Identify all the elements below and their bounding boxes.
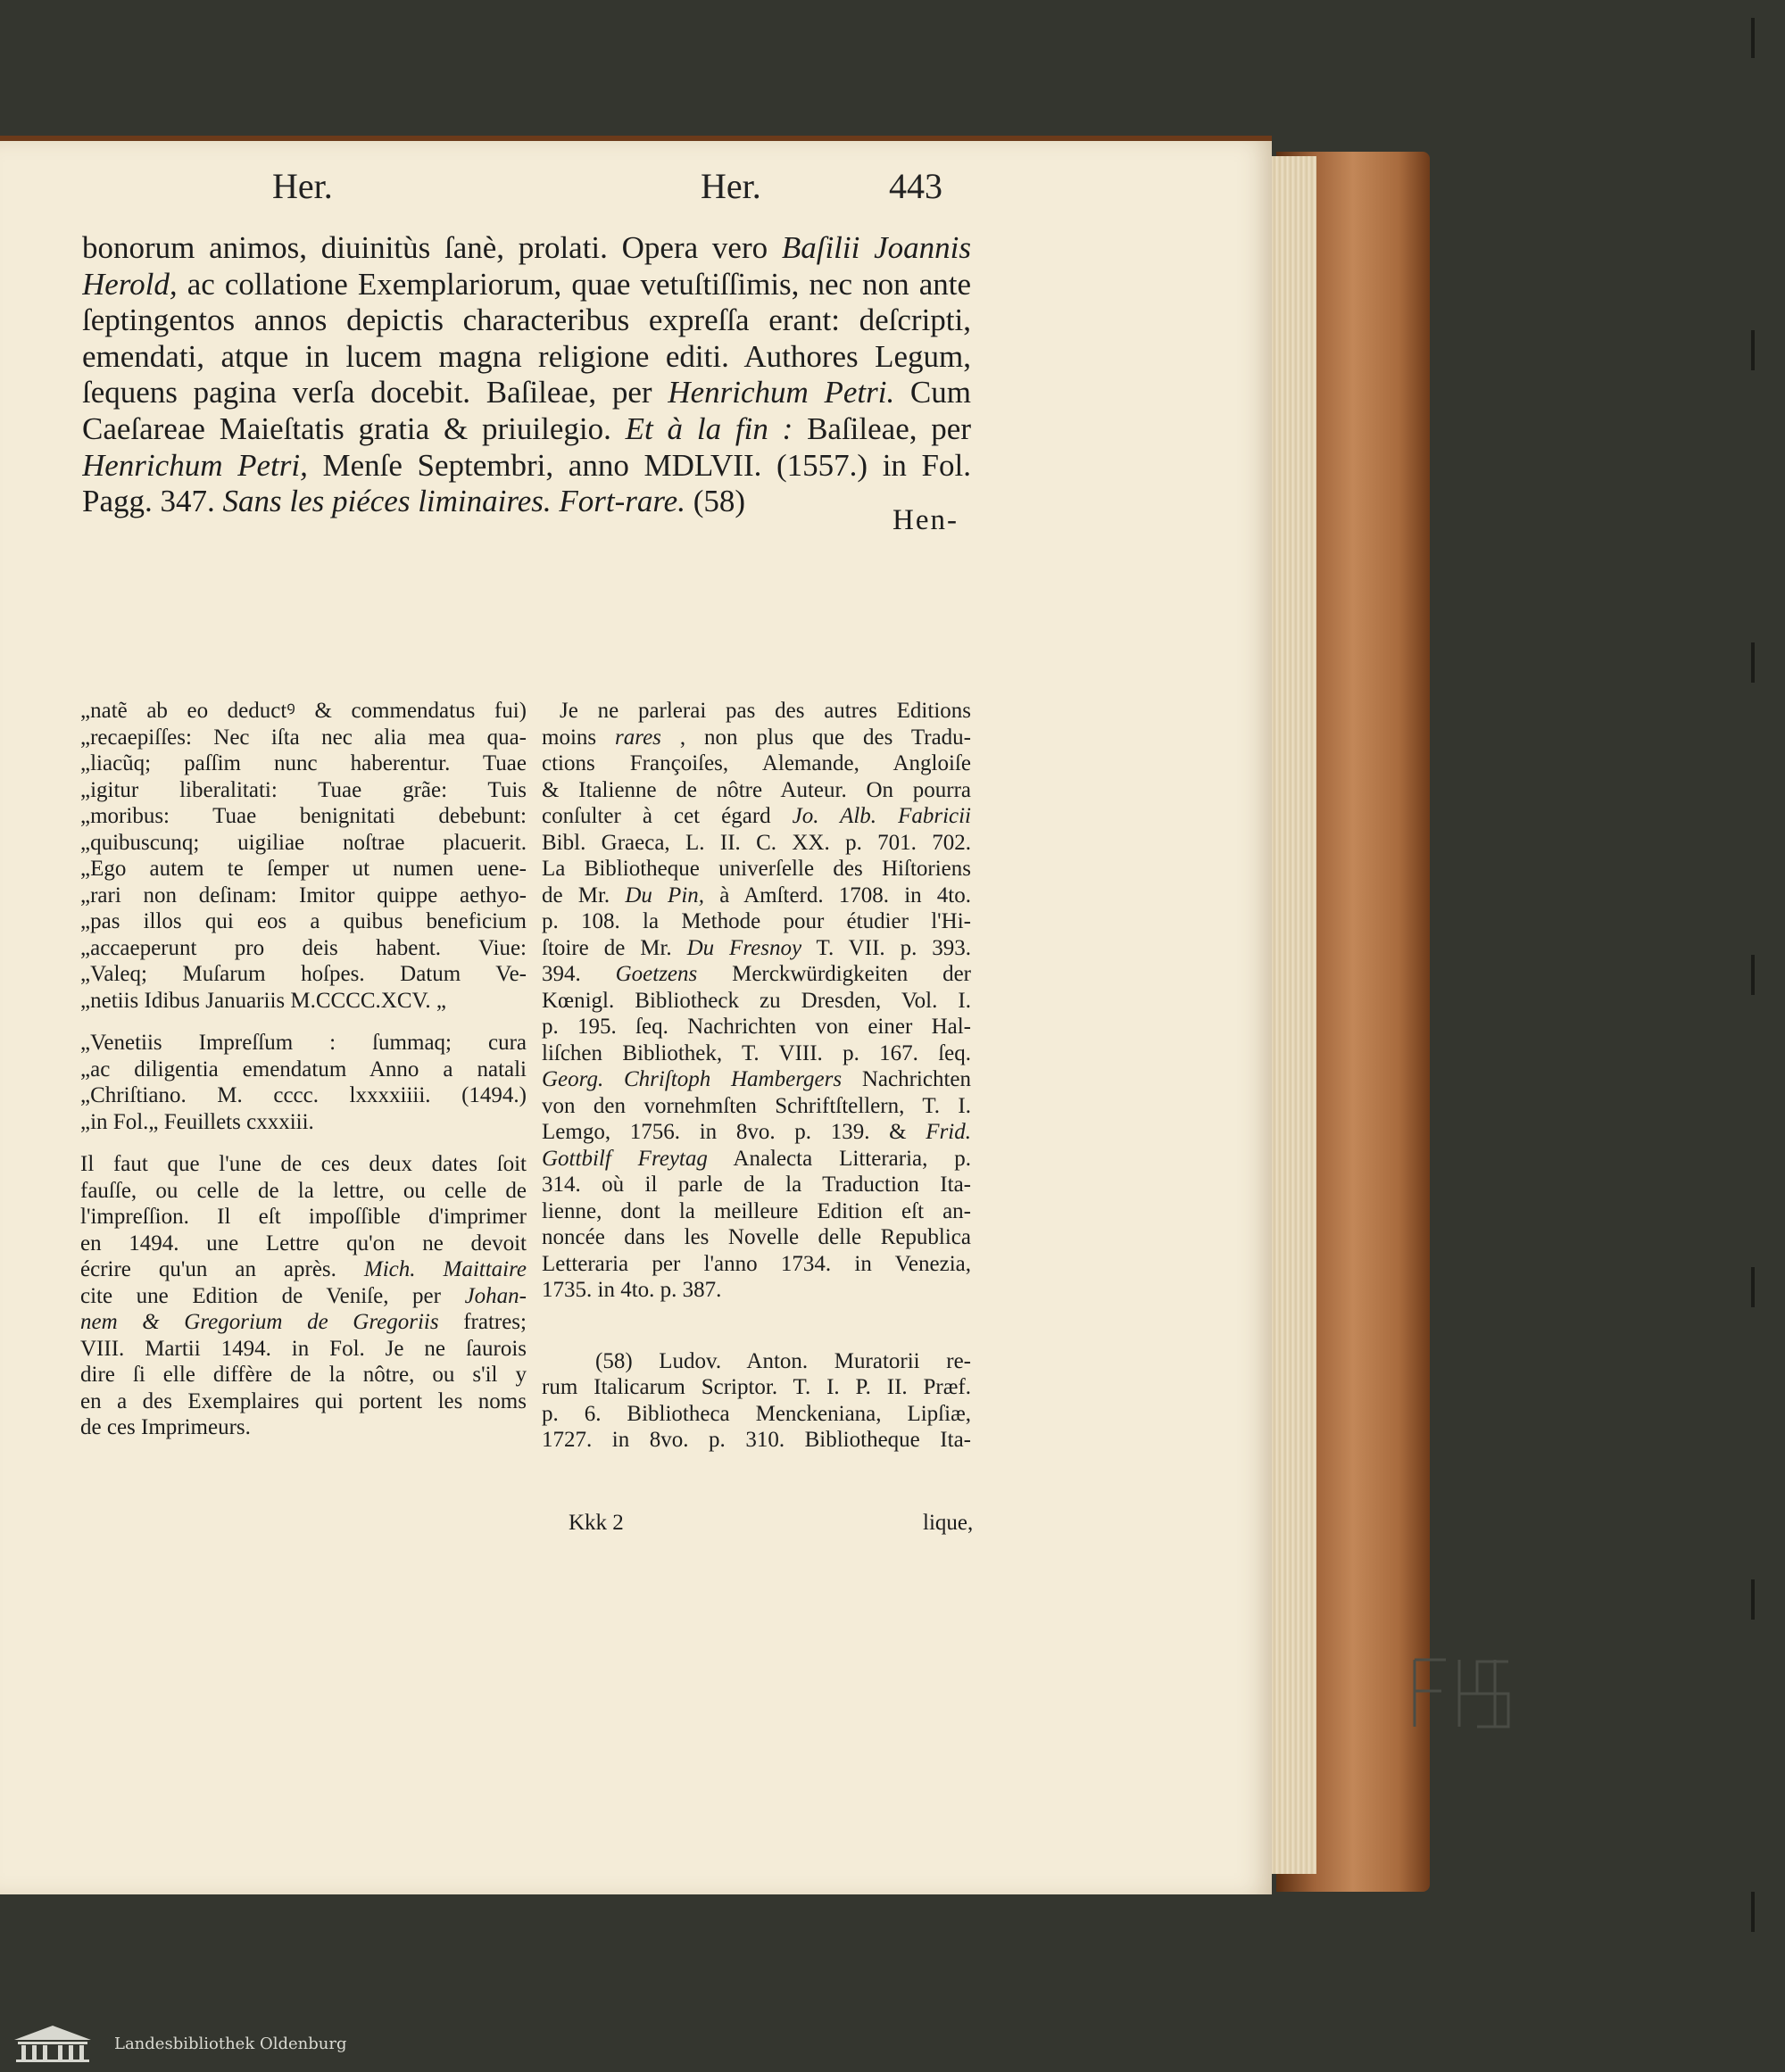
note-line: dire ſi elle diffère de la nôtre, ou s'il y — [80, 1363, 527, 1387]
colophon-line: „Venetiis Impreſſum : ſummaq; cura — [80, 1031, 527, 1055]
text-line: Herold, ac collatione Exemplariorum, quae vetuſtiſſimis, nec non ante — [82, 266, 971, 302]
embossed-stamp-mark — [1410, 1651, 1517, 1731]
note-line: l'impreſſion. Il eſt impoſſible d'imprimer — [80, 1205, 527, 1229]
colophon-line: „ac diligentia emendatum Anno a natali — [80, 1057, 527, 1082]
catchword: lique, — [923, 1511, 974, 1535]
footnote-line: p. 6. Bibliotheca Menckeniana, Lipſiæ, — [542, 1401, 971, 1426]
colophon-line: „Chriſtiano. M. cccc. lxxxxiiii. (1494.) — [80, 1083, 527, 1107]
quote-line: „rari non deſinam: Imitor quippe aethyo- — [80, 883, 527, 908]
text-line: Pagg. 347. Sans les piéces liminaires. Fort-rare. (58) — [82, 484, 746, 519]
footnote-line: (58) Ludov. Anton. Muratorii re- — [595, 1348, 971, 1373]
quote-line: „moribus: Tuae benignitati debebunt: — [80, 804, 527, 828]
signature-mark: Kkk 2 — [569, 1511, 624, 1535]
running-head-center: Her. — [701, 166, 761, 206]
text-line: Je ne parlerai pas des autres Editions — [560, 699, 971, 723]
text-line: 394. Goetzens Merckwürdigkeiten der — [542, 962, 971, 986]
text-line: & Italienne de nôtre Auteur. On pourra — [542, 777, 971, 802]
text-line: ſeptingentos annos depictis characteribus expreſſa erant: deſcripti, — [82, 303, 971, 338]
footnote-line: 1727. in 8vo. p. 310. Bibliotheque Ita- — [542, 1428, 971, 1452]
left-column — [80, 698, 527, 1441]
text-line: Kœnigl. Bibliotheck zu Dresden, Vol. I. — [542, 988, 971, 1013]
footer-bar — [0, 2018, 1785, 2072]
text-line: p. 108. la Methode pour étudier l'Hi- — [542, 909, 971, 933]
text-line: 1735. in 4to. p. 387. — [542, 1278, 722, 1302]
library-building-icon — [12, 2024, 93, 2063]
main-paragraph — [82, 230, 971, 520]
quote-line: „pas illos qui eos a quibus beneficium — [80, 909, 527, 933]
note-line: Il faut que l'une de ces deux dates ſoit — [80, 1152, 527, 1176]
note-line: de ces Imprimeurs. — [80, 1415, 251, 1439]
text-line: p. 195. ſeq. Nachrichten von einer Hal- — [542, 1015, 971, 1039]
text-line: Georg. Chriſtoph Hambergers Nachrichten — [542, 1067, 971, 1091]
note-line: en a des Exemplaires qui portent les noms — [80, 1388, 527, 1413]
text-line: Bibl. Graeca, L. II. C. XX. p. 701. 702. — [542, 830, 971, 855]
text-line: ſtoire de Mr. Du Fresnoy T. VII. p. 393. — [542, 935, 971, 960]
running-head — [0, 165, 1272, 219]
colophon-line: „in Fol.„ Feuillets cxxxiii. — [80, 1109, 314, 1134]
text-line: Caeſareae Maieſtatis gratia & priuilegio. Et à la fin : Baſileae, per — [82, 410, 971, 446]
note-line: écrire qu'un an après. Mich. Maittaire — [80, 1257, 527, 1281]
text-line: liſchen Bibliothek, T. VIII. p. 167. ſeq. — [542, 1040, 971, 1065]
quote-line: „quibuscunq; uigiliae noſtrae placuerit. — [80, 830, 527, 855]
note-line: en 1494. une Lettre qu'on ne devoit — [80, 1231, 527, 1256]
text-line: emendati, atque in lucem magna religione editi. Authores Legum, — [82, 338, 971, 374]
text-line: de Mr. Du Pin, à Amſterd. 1708. in 4to. — [542, 883, 971, 908]
text-line: noncée dans les Novelle delle Republica — [542, 1225, 971, 1249]
quote-line: „recaepiſſes: Nec iſta nec alia mea qua- — [80, 725, 527, 750]
page-number: 443 — [889, 166, 942, 206]
note-line: fauſſe, ou celle de la lettre, ou celle de — [80, 1178, 527, 1203]
text-line: ctions Françoiſes, Alemande, Angloiſe — [542, 751, 971, 775]
text-line: 314. où il parle de la Traduction Ita- — [542, 1173, 971, 1197]
text-line: Lemgo, 1756. in 8vo. p. 139. & Frid. — [542, 1120, 971, 1144]
text-line: bonorum animos, diuinitùs ſanè, prolati. Opera vero Baſilii Joannis — [82, 230, 971, 265]
library-name: Landesbibliothek Oldenburg — [114, 2035, 347, 2053]
text-line: conſulter à cet égard Jo. Alb. Fabricii — [542, 804, 971, 828]
quote-line: „netiis Idibus Januariis M.CCCC.XCV. „ — [80, 988, 446, 1013]
quote-line: „Ego autem te ſemper ut numen uene- — [80, 857, 527, 881]
text-line: Henrichum Petri, Menſe Septembri, anno MDLVII. (1557.) in Fol. — [82, 447, 971, 483]
quote-line: „accaeperunt pro deis habent. Viue: — [80, 935, 527, 960]
text-line: moins rares , non plus que des Tradu- — [542, 725, 971, 750]
quote-line: „igitur liberalitati: Tuae grãe: Tuis — [80, 777, 527, 802]
note-line: VIII. Martii 1494. in Fol. Je ne ſaurois — [80, 1336, 527, 1361]
note-line: cite une Edition de Veniſe, per Johan- — [80, 1283, 527, 1308]
catchword: Hen- — [892, 504, 959, 536]
footnote-line: rum Italicarum Scriptor. T. I. P. II. Præf. — [542, 1375, 971, 1399]
text-line: Gottbilf Freytag Analecta Litteraria, p. — [542, 1146, 971, 1171]
text-line: von den vornehmſten Schriftſtellern, T. I. — [542, 1093, 971, 1118]
running-head-left: Her. — [272, 166, 333, 206]
quote-line: „Valeq; Muſarum hoſpes. Datum Ve- — [80, 962, 527, 986]
text-line: ſequens pagina verſa docebit. Baſileae, per Henrichum Petri. Cum — [82, 375, 971, 410]
text-line: La Bibliotheque univerſelle des Hiſtoriens — [542, 857, 971, 881]
text-line: Letteraria per l'anno 1734. in Venezia, — [542, 1251, 971, 1276]
right-column — [542, 698, 971, 1454]
quote-line: „natẽ ab eo deductꝰ & commendatus fui) — [80, 699, 527, 723]
quote-line: „liacũq; paſſim nunc haberentur. Tuae — [80, 751, 527, 775]
note-line: nem & Gregorium de Gregoriis fratres; — [80, 1310, 527, 1334]
text-line: lienne, dont la meilleure Edition eſt an- — [542, 1198, 971, 1223]
